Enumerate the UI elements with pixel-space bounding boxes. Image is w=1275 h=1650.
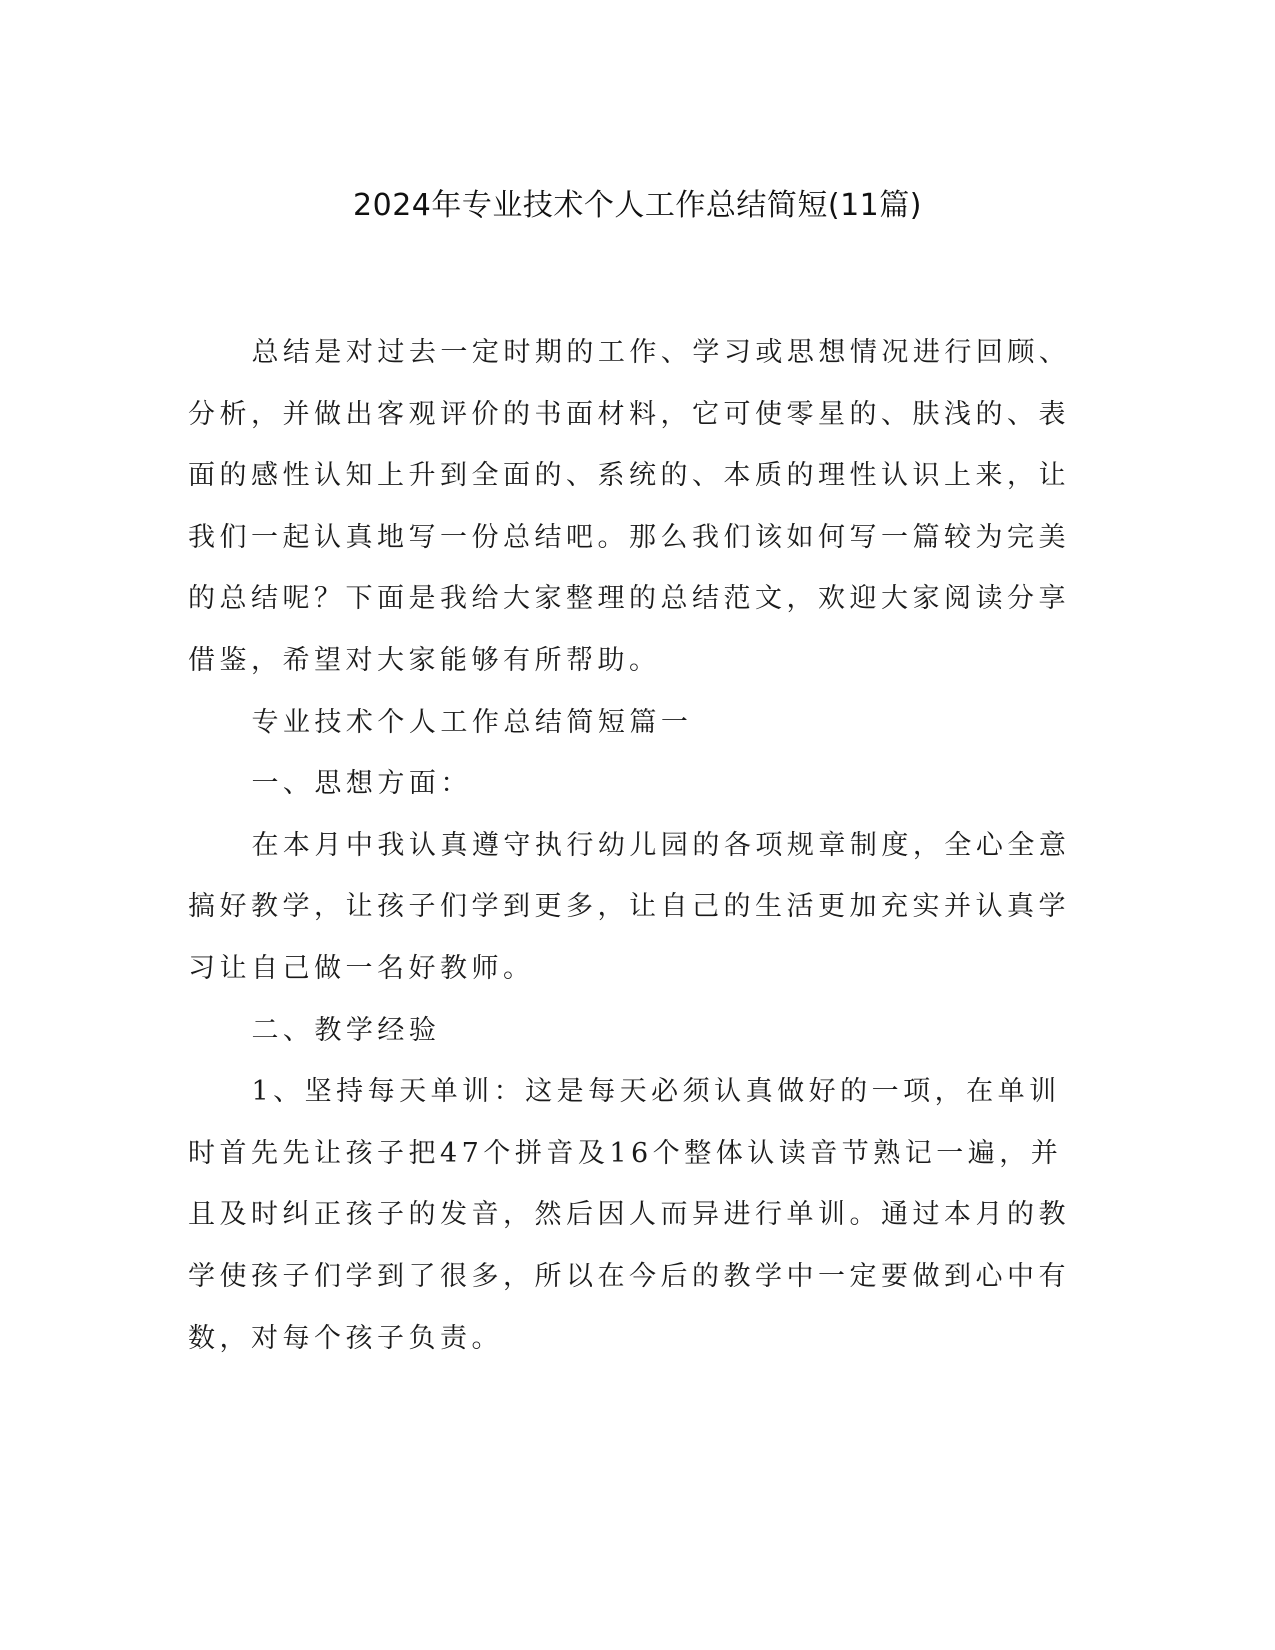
paragraph-thought: 在本月中我认真遵守执行幼儿园的各项规章制度，全心全意搞好教学，让孩子们学到更多，让自己的生活更加充实并认真学习让自己做一名好教师。 <box>188 829 1071 984</box>
subheading-teaching-experience: 二、教学经验 <box>251 1014 441 1046</box>
subheading-thought: 一、思想方面： <box>251 768 472 800</box>
section-heading-part-one: 专业技术个人工作总结简短篇一 <box>251 706 693 738</box>
intro-paragraph: 总结是对过去一定时期的工作、学习或思想情况进行回顾、分析，并做出客观评价的书面材料，它可使零星的、肤浅的、表面的感性认知上升到全面的、系统的、本质的理性认识上来，让我们一起认真地写一份总结吧。那么我们该如何写一篇较为完美的总结呢？下面是我给大家整理的总结范文，欢迎大家阅读分享借鉴，希望对大家能够有所帮助。 <box>188 337 1071 676</box>
document-title: 2024年专业技术个人工作总结简短(11篇) <box>353 188 922 223</box>
document-body <box>188 322 1076 1369</box>
paragraph-daily-training: 1、坚持每天单训：这是每天必须认真做好的一项，在单训时首先先让孩子把47个拼音及16个整体认读音节熟记一遍，并且及时纠正孩子的发音，然后因人而异进行单训。通过本月的教学使孩子们学到了很多，所以在今后的教学中一定要做到心中有数，对每个孩子负责。 <box>188 1076 1070 1354</box>
